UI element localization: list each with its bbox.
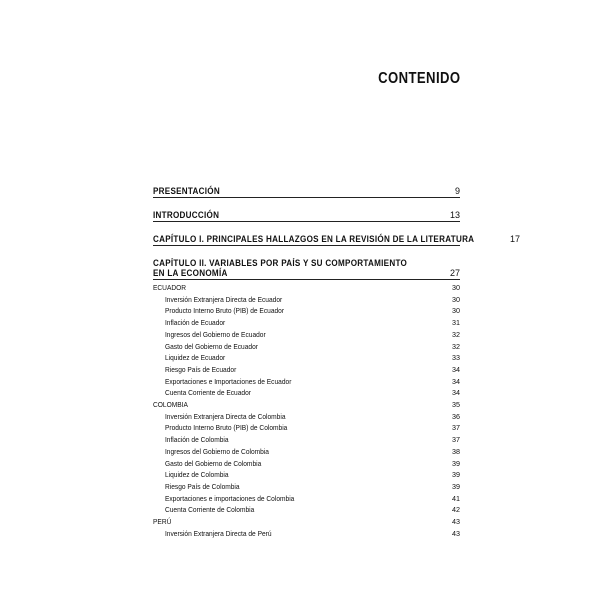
toc-row-page: 39	[452, 458, 460, 468]
toc-row-label: COLOMBIA	[153, 400, 188, 410]
toc-row-label: Cuenta Corriente de Ecuador	[164, 388, 251, 398]
toc-row-label: Gasto del Gobierno de Ecuador	[164, 341, 258, 351]
toc-subsection-row[interactable]	[153, 305, 460, 317]
toc-entry-label	[153, 258, 420, 278]
toc-subsection-row[interactable]	[153, 411, 460, 423]
toc-row-label: Exportaciones e Importaciones de Ecuador	[164, 376, 292, 386]
toc-row-page: 36	[452, 411, 460, 421]
toc-entry-label: CAPÍTULO I. PRINCIPALES HALLAZGOS EN LA REVISIÓN DE LA LITERATURA	[153, 234, 475, 244]
toc-row-page: 34	[452, 376, 460, 386]
toc-row-page: 39	[452, 481, 460, 491]
toc-subsection-row[interactable]	[153, 387, 460, 399]
toc-row-label: Ingresos del Gobierno de Colombia	[164, 446, 269, 456]
toc-row-label: Inflación de Colombia	[164, 435, 229, 445]
toc-row-page: 39	[452, 470, 460, 480]
toc-row-page: 31	[452, 318, 460, 328]
toc-section-row[interactable]	[153, 516, 460, 528]
toc-subsection-row[interactable]	[153, 493, 460, 505]
toc-entry-page: 17	[510, 234, 521, 244]
toc-subsection-row[interactable]	[153, 446, 460, 458]
toc-row-page: 33	[452, 353, 460, 363]
toc-row-page: 30	[452, 306, 460, 316]
toc-subsection-row[interactable]	[153, 422, 460, 434]
toc-subsection-row[interactable]	[153, 434, 460, 446]
toc-entry-page: 9	[454, 186, 460, 196]
toc-entry-introduccion[interactable]	[153, 210, 460, 222]
toc-row-label: Riesgo País de Colombia	[164, 481, 240, 491]
toc-section-row[interactable]	[153, 399, 460, 411]
toc-row-label: Inversión Extranjera Directa de Ecuador	[164, 294, 283, 304]
toc-subsection-row[interactable]	[153, 458, 460, 470]
toc-row-label: Ingresos del Gobierno de Ecuador	[164, 329, 266, 339]
toc-row-label: Producto Interno Bruto (PIB) de Ecuador	[164, 306, 285, 316]
toc-row-page: 37	[452, 423, 460, 433]
toc-entry-capitulo-2[interactable]	[153, 258, 460, 280]
toc-row-page: 34	[452, 364, 460, 374]
toc-row-label: Inversión Extranjera Directa de Colombia	[164, 411, 286, 421]
toc-row-label: Producto Interno Bruto (PIB) de Colombia	[164, 423, 288, 433]
toc-row-label: ECUADOR	[153, 283, 187, 292]
toc-row-page: 43	[452, 528, 460, 538]
toc-row-page: 41	[452, 493, 460, 503]
toc-row-page: 30	[452, 294, 460, 304]
toc-entry-label-line1: CAPÍTULO II. VARIABLES POR PAÍS Y SU COMPORTAMIENTO	[153, 258, 408, 268]
toc-entry-page: 13	[449, 210, 460, 220]
toc-entry-label-line2: EN LA ECONOMÍA	[153, 268, 228, 278]
toc-section-row[interactable]	[153, 282, 460, 294]
toc-subsection-row[interactable]	[153, 481, 460, 493]
page-title: CONTENIDO	[377, 70, 460, 87]
toc-row-page: 34	[452, 388, 460, 398]
toc-entry-label: INTRODUCCIÓN	[153, 210, 220, 220]
toc-entry-label: PRESENTACIÓN	[153, 186, 221, 196]
toc-sub-entries	[153, 282, 460, 539]
toc-subsection-row[interactable]	[153, 329, 460, 341]
toc-row-label: Gasto del Gobierno de Colombia	[164, 458, 262, 468]
toc-subsection-row[interactable]	[153, 376, 460, 388]
toc-entry-presentacion[interactable]	[153, 186, 460, 198]
toc-row-page: 32	[452, 341, 460, 351]
toc-row-page: 38	[452, 446, 460, 456]
toc-subsection-row[interactable]	[153, 317, 460, 329]
toc-subsection-row[interactable]	[153, 469, 460, 481]
toc-subsection-row[interactable]	[153, 341, 460, 353]
toc-subsection-row[interactable]	[153, 528, 460, 540]
toc-row-page: 35	[452, 400, 460, 410]
toc-row-label: PERÚ	[153, 517, 172, 527]
table-of-contents	[153, 186, 521, 539]
toc-row-page: 32	[452, 329, 460, 339]
toc-row-page: 42	[452, 505, 460, 515]
toc-row-label: Liquidez de Ecuador	[164, 353, 226, 363]
toc-row-page: 37	[452, 435, 460, 445]
toc-subsection-row[interactable]	[153, 352, 460, 364]
toc-subsection-row[interactable]	[153, 364, 460, 376]
toc-row-label: Exportaciones e importaciones de Colombia	[164, 493, 295, 503]
toc-row-label: Cuenta Corriente de Colombia	[164, 505, 255, 515]
toc-subsection-row[interactable]	[153, 294, 460, 306]
toc-row-page: 43	[452, 517, 460, 527]
toc-row-label: Liquidez de Colombia	[164, 470, 229, 480]
toc-subsection-row[interactable]	[153, 504, 460, 516]
toc-row-label: Riesgo País de Ecuador	[164, 364, 237, 374]
toc-row-label: Inflación de Ecuador	[164, 318, 226, 328]
toc-row-page: 30	[452, 283, 460, 292]
toc-entry-capitulo-1[interactable]	[153, 234, 521, 246]
toc-row-label: Inversión Extranjera Directa de Perú	[164, 528, 272, 538]
toc-entry-page: 27	[449, 268, 460, 278]
